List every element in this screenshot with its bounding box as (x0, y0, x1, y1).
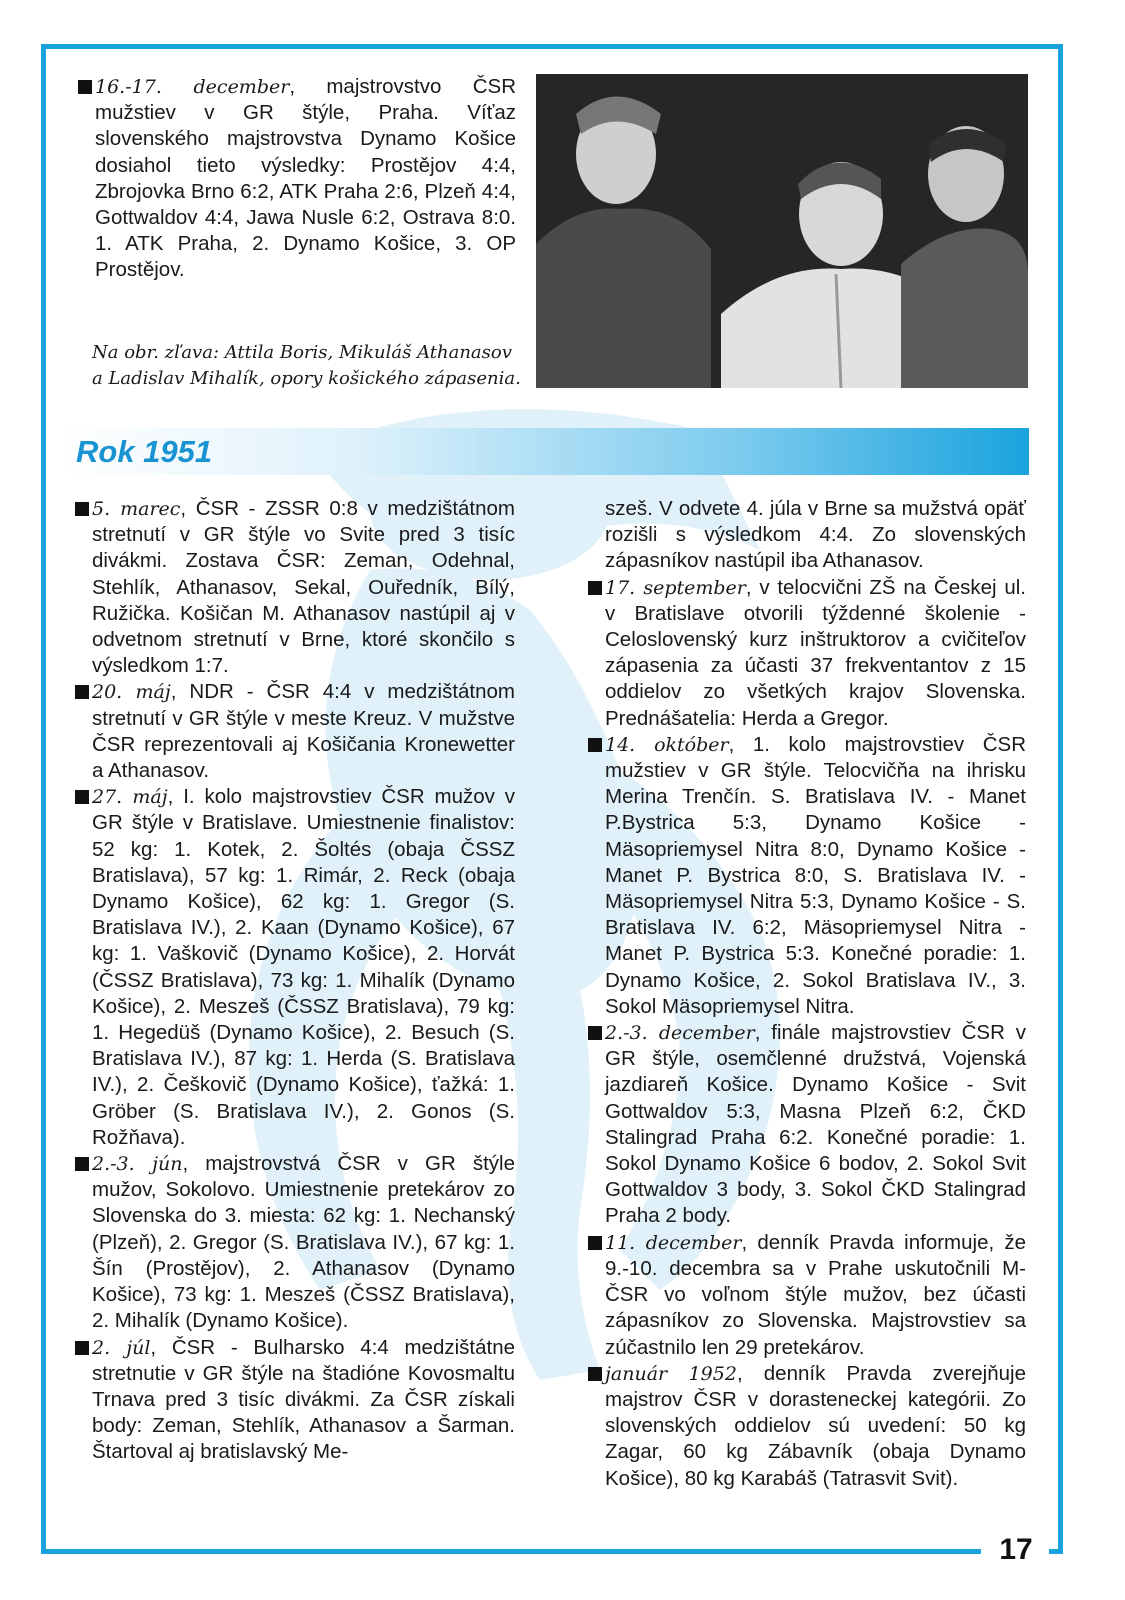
square-bullet-icon (75, 1341, 89, 1355)
list-item (78, 74, 516, 284)
section-title: Rok 1951 (76, 434, 213, 469)
continued-text: szeš. V odvete 4. júla v Brne sa mužstvá opäť rozišli s výsledkom 4:4. Zo slovenských zápasníkov nastúpil iba Athanasov. (605, 497, 1026, 573)
square-bullet-icon (588, 738, 602, 752)
left-column (75, 496, 515, 1466)
page-number: 17 (985, 1530, 1047, 1570)
entry-date: 2.-3. jún (92, 1153, 183, 1176)
entry-text: , finále majstrovstiev ČSR v GR štýle, osemčlenné družstvá, Vojenská jazdiareň Košice. Dynamo Košice - Svit Gottwaldov 5:3, Masna Plzeň 6:2, ČKD Stalingrad Praha 6:2. Konečné poradie: 1. Sokol Dynamo Košice 6 bodov, 2. Sokol Svit Gottwaldov 3 body, 3. Sokol ČKD Stalingrad Praha 2 body. (605, 1021, 1026, 1228)
page-frame-bottom-rule (41, 1549, 981, 1554)
page-frame-bottom-rule-end (1049, 1549, 1063, 1554)
square-bullet-icon (588, 1236, 602, 1250)
square-bullet-icon (588, 581, 602, 595)
list-item (75, 496, 515, 679)
team-photo (536, 74, 1028, 388)
square-bullet-icon (75, 790, 89, 804)
entry-text: , ČSR - ZSSR 0:8 v medzištátnom stretnutí v GR štýle vo Svite pred 3 tisíc divákmi. Zostava ČSR: Zeman, Odehnal, Stehlík, Athanasov, Sekal, Ouředník, Bílý, Ružička. Košičan M. Athanasov nastúpil aj v odvetnom stretnutí v Brne, ktoré skončilo s výsledkom 1:7. (92, 497, 515, 678)
list-item (75, 679, 515, 784)
entry-text: , I. kolo majstrovstiev ČSR mužov v GR štýle v Bratislave. Umiestnenie finalistov: 52 kg: 1. Kotek, 2. Šoltés (obaja ČSSZ Bratislava), 57 kg: 1. Rimár, 2. Reck (obaja Dynamo Košice), 62 kg: 1. Gregor (S. Bratislava IV.), 2. Kaan (Dynamo Košice), 67 kg: 1. Vaškovič (Dynamo Košice), 2. Horvát (ČSSZ Bratislava), 73 kg: 1. Mihalík (Dynamo Košice), 2. Meszeš (ČSSZ Bratislava), 79 kg: 1. Hegedüš (Dynamo Košice), 2. Besuch (S. Bratislava IV.), 87 kg: 1. Herda (S. Bratislava IV.), 2. Češkovič (Dynamo Košice), ťažká: 1. Gröber (S. Bratislava IV.), 2. Gonos (S. Rožňava). (92, 785, 515, 1149)
entry-text: , denník Pravda zverejňuje majstrov ČSR v dorasteneckej kategórii. Zo slovenských oddielov sú uvedení: 50 kg Zagar, 60 kg Zábavník (obaja Dynamo Košice), 80 kg Karabáš (Tatrasvit Svit). (605, 1361, 1026, 1490)
entry-text: , majstrovstvá ČSR v GR štýle mužov, Sokolovo. Umiestnenie pretekárov zo Slovenska do 3. miesta: 62 kg: 1. Nechanský (Plzeň), 2. Gregor (S. Bratislava IV.), 67 kg: 1. Šín (Prostějov), 2. Athanasov (Dynamo Košice), 73 kg: 1. Meszeš (ČSSZ Bratislava), 2. Mihalík (Dynamo Košice). (92, 1152, 515, 1333)
photo-caption: Na obr. zľava: Attila Boris, Mikuláš Athanasov a Ladislav Mihalík, opory košického zápasenia. (92, 342, 521, 389)
square-bullet-icon (75, 502, 89, 516)
entry-text: , 1. kolo majstrovstiev ČSR mužstiev v GR štýle. Telocvičňa na ihrisku Merina Trenčín. S. Bratislava IV. - Manet P.Bystrica 5:3, Dynamo Košice - Mäsopriemysel Nitra 8:0, Dynamo Košice - Manet P. Bystrica 8:0, S. Bratislava IV. - Mäsopriemysel Nitra 5:3, Dynamo Košice - S. Bratislava IV. 6:2, Mäsopriemysel Nitra - Manet P. Bystrica 5:3. Konečné poradie: 1. Dynamo Košice, 2. Sokol Bratislava IV., 3. Sokol Mäsopriemysel Nitra. (605, 732, 1026, 1018)
entry-date: 14. október (605, 733, 729, 756)
list-item (588, 1020, 1026, 1230)
entry-text: , ČSR - Bulharsko 4:4 medzištátne stretnutie v GR štýle na štadióne Kovosmaltu Trnava pred 3 tisíc divákmi. Za ČSR získali body: Zeman, Stehlík, Athanasov a Šarman. Štartoval aj bratislavský Me- (92, 1335, 516, 1464)
square-bullet-icon (78, 80, 92, 94)
entry-date: 17. september (605, 576, 746, 599)
entry-date: január 1952 (605, 1362, 737, 1385)
square-bullet-icon (588, 1026, 602, 1040)
entry-text: , v telocvični ZŠ na Českej ul. v Bratislave otvorili týždenné školenie - Celoslovenský kurz inštruktorov a cvičiteľov zápasenia za účasti 37 frekventantov z 15 oddielov zo všetkých krajov Slovenska. Prednášatelia: Herda a Gregor. (605, 575, 1026, 730)
entry-date: 2. júl (92, 1336, 151, 1359)
list-item (75, 1335, 515, 1466)
entry-date: 20. máj (92, 681, 171, 704)
list-item (588, 1361, 1026, 1492)
square-bullet-icon (588, 1367, 602, 1381)
entry-date: 11. december (605, 1231, 742, 1254)
list-item (75, 1151, 515, 1334)
entry-text: , majstrovstvo ČSR mužstiev v GR štýle, Praha. Víťaz slovenského majstrovstva Dynamo Košice dosiahol tieto výsledky: Prostějov 4:4, Zbrojovka Brno 6:2, ATK Praha 2:6, Plzeň 4:4, Gottwaldov 4:4, Jawa Nusle 6:2, Ostrava 8:0. 1. ATK Praha, 2. Dynamo Košice, 3. OP Prostějov. (95, 75, 516, 282)
square-bullet-icon (75, 1157, 89, 1171)
square-bullet-icon (75, 685, 89, 699)
entry-date: 5. marec (92, 498, 181, 520)
right-column (588, 496, 1026, 1492)
list-item (75, 784, 515, 1151)
list-item (588, 575, 1026, 732)
top-entry (78, 74, 516, 284)
entry-date: 27. máj (92, 786, 168, 809)
list-item (588, 1230, 1026, 1361)
entry-date: 2.-3. december (605, 1022, 755, 1045)
photo-three-wrestlers-icon (536, 74, 1028, 388)
entry-text: , denník Pravda informuje, že 9.-10. decembra sa v Prahe uskutočnili M-ČSR vo voľnom štýle mužov, bez účasti zápasníkov zo Slovenska. Majstrovstiev sa zúčastnilo len 29 pretekárov. (605, 1230, 1026, 1359)
entry-date: 16.-17. december (95, 76, 290, 98)
entry-text: , NDR - ČSR 4:4 v medzištátnom stretnutí v GR štýle v meste Kreuz. V mužstve ČSR reprezentovali aj Košičania Kronewetter a Athanasov. (92, 680, 515, 783)
list-item (588, 732, 1026, 1020)
